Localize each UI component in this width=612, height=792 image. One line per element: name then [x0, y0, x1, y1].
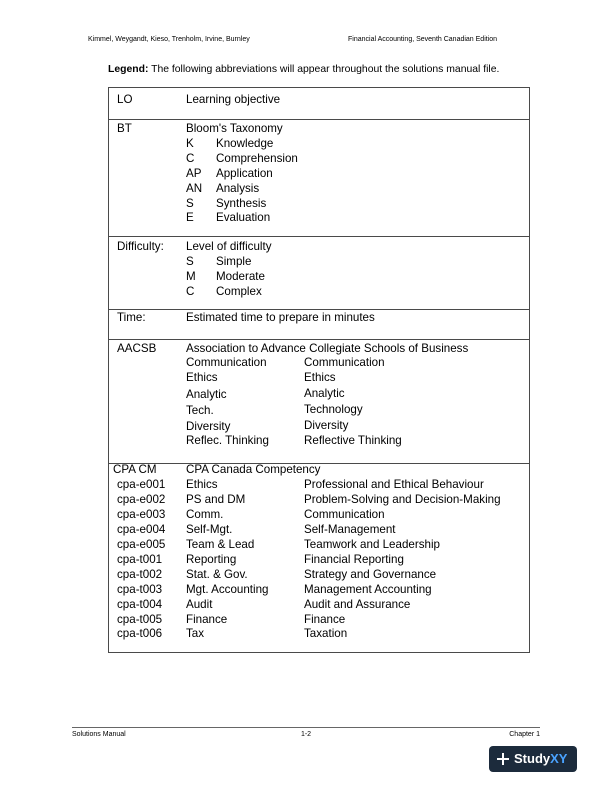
cpa-full: Finance — [304, 613, 346, 626]
row-key: LO — [117, 93, 133, 106]
row-key: BT — [117, 122, 132, 135]
difficulty-label: Moderate — [216, 270, 265, 283]
legend-line — [108, 64, 499, 75]
aacsb-abbr: Diversity — [186, 420, 231, 433]
aacsb-full: Diversity — [304, 419, 349, 432]
aacsb-abbr: Ethics — [186, 371, 218, 384]
cpa-code: cpa-t006 — [117, 627, 163, 640]
footer-chapter: Chapter 1 — [509, 731, 540, 738]
row-value: Association to Advance Collegiate Schools of Business — [186, 342, 469, 355]
difficulty-code: M — [186, 270, 196, 283]
cpa-abbr: PS and DM — [186, 493, 246, 506]
header-book-title: Financial Accounting, Seventh Canadian Edition — [348, 36, 498, 43]
cpa-abbr: Comm. — [186, 508, 224, 521]
bt-code: C — [186, 152, 195, 165]
cpa-full: Taxation — [304, 627, 348, 640]
cpa-abbr: Finance — [186, 613, 228, 626]
row-value: Level of difficulty — [186, 240, 272, 253]
cpa-abbr: Tax — [186, 627, 205, 640]
bt-code: S — [186, 197, 194, 210]
cpa-abbr: Self-Mgt. — [186, 523, 233, 536]
cpa-full: Problem-Solving and Decision-Making — [304, 493, 501, 506]
plus-icon — [497, 753, 509, 765]
row-lo — [109, 88, 529, 120]
cpa-full: Self-Management — [304, 523, 396, 536]
aacsb-abbr: Reflec. Thinking — [186, 434, 269, 447]
cpa-full: Professional and Ethical Behaviour — [304, 478, 484, 491]
footer-rule — [72, 727, 540, 728]
bt-label: Comprehension — [216, 152, 298, 165]
cpa-code: cpa-t002 — [117, 568, 163, 581]
aacsb-abbr: Analytic — [186, 388, 227, 401]
cpa-code: cpa-e003 — [117, 508, 166, 521]
cpa-abbr: Audit — [186, 598, 213, 611]
row-value: Estimated time to prepare in minutes — [186, 311, 375, 324]
cpa-code: cpa-e004 — [117, 523, 166, 536]
difficulty-code: S — [186, 255, 194, 268]
difficulty-label: Simple — [216, 255, 252, 268]
cpa-code: cpa-e001 — [117, 478, 166, 491]
row-cpa — [109, 463, 529, 653]
cpa-code: cpa-e002 — [117, 493, 166, 506]
aacsb-abbr: Tech. — [186, 404, 214, 417]
bt-label: Evaluation — [216, 211, 271, 224]
cpa-code: cpa-t001 — [117, 553, 163, 566]
row-value: CPA Canada Competency — [186, 463, 321, 476]
row-aacsb — [109, 339, 529, 464]
aacsb-abbr: Communication — [186, 356, 267, 369]
row-time — [109, 309, 529, 340]
row-key: Difficulty: — [117, 240, 164, 253]
header-authors: Kimmel, Weygandt, Kieso, Trenholm, Irvine, Burnley — [88, 36, 250, 43]
legend-table — [108, 87, 530, 653]
aacsb-full: Analytic — [304, 387, 345, 400]
aacsb-full: Ethics — [304, 371, 336, 384]
cpa-code: cpa-e005 — [117, 538, 166, 551]
cpa-full: Management Accounting — [304, 583, 432, 596]
difficulty-code: C — [186, 285, 195, 298]
bt-label: Application — [216, 167, 273, 180]
cpa-abbr: Reporting — [186, 553, 237, 566]
footer-page-number: 1-2 — [300, 731, 312, 738]
row-value: Learning objective — [186, 93, 281, 106]
legend-label: Legend: — [108, 64, 149, 75]
bt-label: Synthesis — [216, 197, 267, 210]
badge-brand — [514, 751, 567, 766]
bt-code: AN — [186, 182, 203, 195]
bt-code: K — [186, 137, 194, 150]
cpa-full: Audit and Assurance — [304, 598, 411, 611]
row-key: CPA CM — [113, 463, 157, 476]
cpa-full: Communication — [304, 508, 385, 521]
cpa-code: cpa-t004 — [117, 598, 163, 611]
legend-text: The following abbreviations will appear throughout the solutions manual file. — [148, 64, 500, 75]
footer-left: Solutions Manual — [72, 731, 126, 738]
row-key: Time: — [117, 311, 146, 324]
cpa-abbr: Ethics — [186, 478, 218, 491]
cpa-abbr: Team & Lead — [186, 538, 255, 551]
row-bt — [109, 119, 529, 237]
badge-brand-main: Study — [514, 751, 551, 766]
cpa-full: Teamwork and Leadership — [304, 538, 440, 551]
bt-code: AP — [186, 167, 202, 180]
bt-label: Knowledge — [216, 137, 274, 150]
aacsb-full: Communication — [304, 356, 385, 369]
badge-brand-highlight: XY — [550, 751, 568, 766]
cpa-code: cpa-t005 — [117, 613, 163, 626]
cpa-full: Financial Reporting — [304, 553, 404, 566]
cpa-full: Strategy and Governance — [304, 568, 437, 581]
aacsb-full: Technology — [304, 403, 363, 416]
row-key: AACSB — [117, 342, 157, 355]
cpa-code: cpa-t003 — [117, 583, 163, 596]
bt-label: Analysis — [216, 182, 260, 195]
cpa-abbr: Mgt. Accounting — [186, 583, 269, 596]
difficulty-label: Complex — [216, 285, 262, 298]
row-value: Bloom's Taxonomy — [186, 122, 283, 135]
bt-code: E — [186, 211, 194, 224]
cpa-abbr: Stat. & Gov. — [186, 568, 248, 581]
aacsb-full: Reflective Thinking — [304, 434, 402, 447]
row-difficulty — [109, 236, 529, 310]
studyxy-badge[interactable] — [489, 746, 577, 772]
